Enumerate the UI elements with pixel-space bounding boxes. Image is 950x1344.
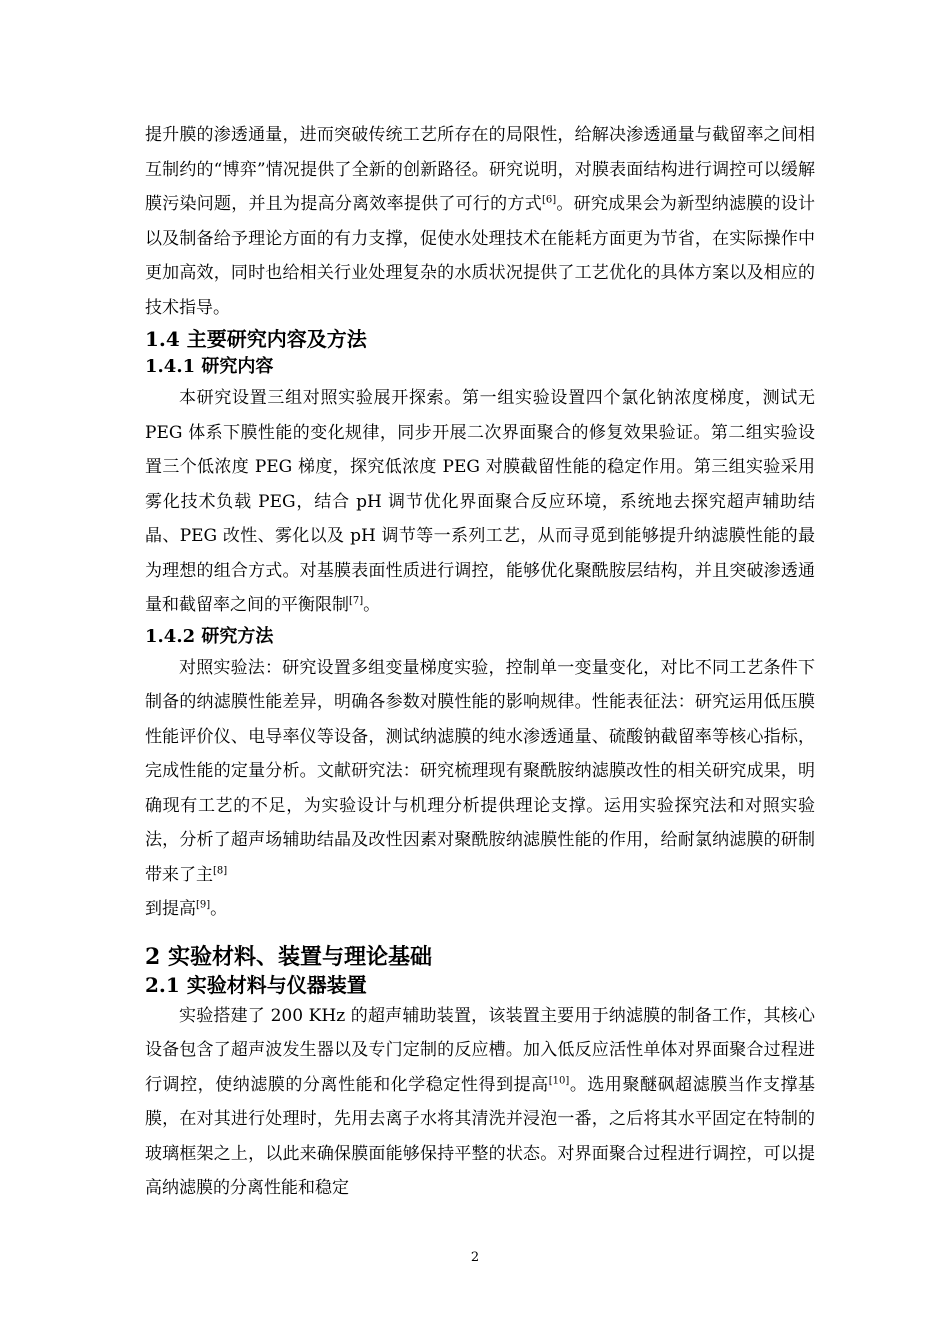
paragraph-text: 对照实验法：研究设置多组变量梯度实验，控制单一变量变化，对比不同工艺条件下制备的纳滤膜性能差异，明确各参数对膜性能的影响规律。性能表征法：研究运用低压膜性能评价仪、电导率仪等设备，测试纳滤膜的纯水渗透通量、硫酸钠截留率等核心指标，完成性能的定量分析。文献研究法：研究梳理现有聚酰胺纳滤膜改性的相关研究成果，明确现有工艺的不足，为实验设计与机理分析提供理论支撑。运用实验探究法和对照实验法，分析了超声场辅助结晶及改性因素对聚酰胺纳滤膜性能的作用，给耐氯纳滤膜的研制带来了主 (145, 657, 815, 885)
heading-2: 2 实验材料、装置与理论基础 (145, 943, 432, 970)
paragraph-text: 提升膜的渗透通量，进而突破传统工艺所存在的局限性，给解决渗透通量与截留率之间相互制约的“博弈”情况提供了全新的创新路径。研究说明，对膜表面结构进行调控可以缓解膜污染问题，并且为提高分离效率提供了可行的方式 (145, 125, 815, 214)
heading-1-4-1: 1.4.1 研究内容 (145, 356, 274, 377)
heading-1-4: 1.4 主要研究内容及方法 (145, 327, 367, 351)
paragraph-materials (145, 999, 815, 1206)
citation-8: [8] (213, 864, 228, 876)
page-number: 2 (470, 1250, 480, 1265)
paragraph-text-tail: 。选用聚醚砜超滤膜当作支撑基膜，在对其进行处理时，先用去离子水将其清洗并浸泡一番，之后将其水平固定在特制的玻璃框架之上，以此来确保膜面能够保持平整的状态。对界面聚合过程进行调控，可以提高纳滤膜的分离性能和稳定 (145, 1074, 816, 1198)
citation-10: [10] (548, 1074, 570, 1086)
paragraph-text-tail: 。 (210, 899, 228, 919)
paragraph-text-tail: 。研究成果会为新型纳滤膜的设计以及制备给予理论方面的有力支撑，促使水处理技术在能耗方面更为节省，在实际操作中更加高效，同时也给相关行业处理复杂的水质状况提供了工艺优化的具体方案以及相应的技术指导。 (145, 194, 816, 318)
citation-6: [6] (541, 194, 557, 206)
paragraph-text: 实验搭建了 200 KHz 的超声辅助装置，该装置主要用于纳滤膜的制备工作，其核心设备包含了超声波发生器以及专门定制的反应槽。加入低反应活性单体对界面聚合过程进行调控，使纳滤膜的分离性能和化学稳定性得到提高 (145, 1005, 815, 1095)
paragraph-significance (145, 118, 815, 325)
paragraph-text-continued: 到提高 (145, 899, 196, 919)
paragraph-text: 本研究设置三组对照实验展开探索。第一组实验设置四个氯化钠浓度梯度，测试无 PEG 体系下膜性能的变化规律，同步开展二次界面聚合的修复效果验证。第二组实验设置三个低浓度 PEG 梯度，探究低浓度 PEG 对膜截留性能的稳定作用。第三组实验采用雾化技术负载 PEG，结合 pH 调节优化界面聚合反应环境，系统地去探究超声辅助结晶、PEG 改性、雾化以及 pH 调节等一系列工艺，从而寻觅到能够提升纳滤膜性能的最为理想的组合方式。对基膜表面性质进行调控，能够优化聚酰胺层结构，并且突破渗透通量和截留率之间的平衡限制 (145, 388, 815, 615)
citation-7: [7] (349, 595, 364, 607)
paragraph-text-tail: 。 (363, 595, 381, 615)
paragraph-research-content (145, 381, 815, 623)
page-body (145, 118, 815, 1206)
paragraph-research-methods (145, 651, 815, 927)
heading-2-1: 2.1 实验材料与仪器装置 (145, 972, 367, 997)
heading-1-4-2: 1.4.2 研究方法 (145, 625, 274, 647)
citation-9: [9] (196, 899, 211, 911)
